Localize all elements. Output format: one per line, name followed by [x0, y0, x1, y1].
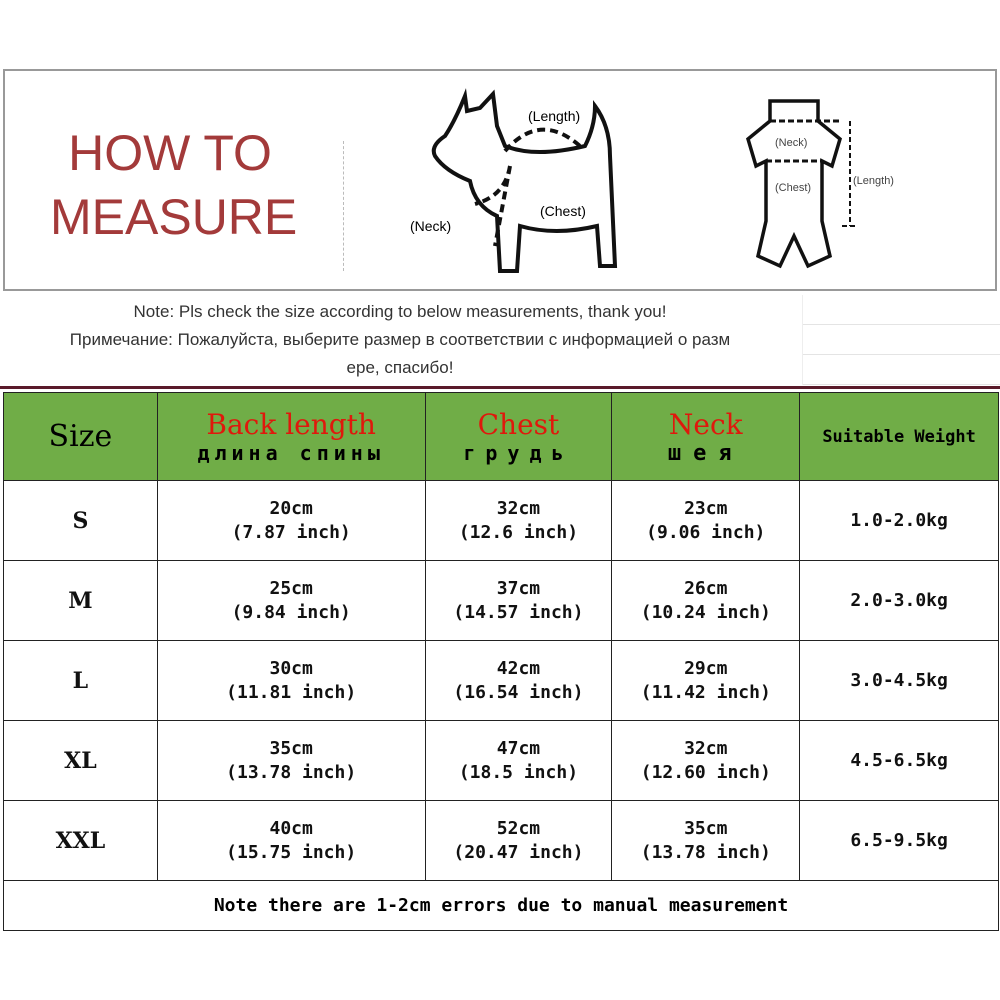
inch: (11.42 inch) [640, 681, 771, 703]
spreadsheet-gridlines [802, 295, 1000, 385]
cm: 35cm [684, 817, 728, 839]
header-weight [800, 393, 999, 481]
size-cell: M [4, 561, 158, 641]
chest-cell [425, 801, 612, 881]
inch: (20.47 inch) [453, 841, 584, 863]
cm: 52cm [496, 817, 541, 839]
how-to-measure-panel [3, 69, 997, 291]
table-row [4, 561, 999, 641]
back-length-ru-label: длина спины [197, 441, 385, 465]
weight-cell: 4.5-6.5kg [800, 721, 999, 801]
chest-cell [425, 721, 612, 801]
back-length-cell [157, 721, 425, 801]
title-line-2: MEASURE [50, 189, 298, 245]
chest-ru-label: грудь [463, 441, 574, 465]
neck-cell [612, 721, 800, 801]
inch: (9.84 inch) [231, 601, 351, 623]
note-english: Note: Pls check the size according to below measurements, thank you! [133, 302, 667, 321]
inch: (7.87 inch) [231, 521, 351, 543]
cm: 29cm [684, 657, 728, 679]
header-neck [612, 393, 800, 481]
cm: 32cm [496, 497, 541, 519]
header-chest [425, 393, 612, 481]
size-cell: XXL [4, 801, 158, 881]
title-line-1: HOW TO [68, 125, 272, 181]
table-row [4, 481, 999, 561]
how-to-measure-title [50, 121, 298, 249]
size-cell: S [4, 481, 158, 561]
cm: 23cm [684, 497, 728, 519]
inch: (12.60 inch) [640, 761, 771, 783]
back-length-cell [157, 801, 425, 881]
weight-header-label: Suitable Weight [822, 426, 976, 447]
back-length-cell [157, 561, 425, 641]
inch: (16.54 inch) [453, 681, 584, 703]
neck-ru-label: шея [667, 440, 744, 466]
weight-cell: 2.0-3.0kg [800, 561, 999, 641]
cm: 32cm [684, 737, 728, 759]
header-back-length [157, 393, 425, 481]
back-length-cell [157, 641, 425, 721]
measurement-error-note: Note there are 1-2cm errors due to manual measurement [4, 881, 999, 931]
inch: (10.24 inch) [640, 601, 771, 623]
chest-cell [425, 561, 612, 641]
dog-chest-label: (Chest) [540, 203, 586, 219]
cm: 37cm [496, 577, 541, 599]
dog-neck-label: (Neck) [410, 218, 452, 234]
weight-cell: 1.0-2.0kg [800, 481, 999, 561]
weight-cell: 3.0-4.5kg [800, 641, 999, 721]
inch: (13.78 inch) [640, 841, 771, 863]
neck-cell [612, 641, 800, 721]
size-header-label: Size [48, 419, 113, 454]
size-cell: XL [4, 721, 158, 801]
table-row [4, 721, 999, 801]
cm: 40cm [269, 817, 313, 839]
back-length-cell [157, 481, 425, 561]
garment-diagram-icon [730, 91, 930, 281]
size-cell: L [4, 641, 158, 721]
divider [343, 141, 344, 271]
inch: (11.81 inch) [226, 681, 357, 703]
neck-cell [612, 481, 800, 561]
footer-row [4, 881, 999, 931]
table-row [4, 801, 999, 881]
cm: 25cm [269, 577, 313, 599]
chest-label: Chest [477, 408, 560, 441]
size-table [3, 392, 999, 931]
cm: 20cm [269, 497, 313, 519]
weight-cell: 6.5-9.5kg [800, 801, 999, 881]
table-row [4, 641, 999, 721]
garment-length-label: (Length) [853, 175, 894, 187]
cm: 35cm [269, 737, 313, 759]
garment-chest-label: (Chest) [775, 182, 812, 194]
neck-cell [612, 561, 800, 641]
back-length-label: Back length [206, 408, 376, 441]
garment-neck-label: (Neck) [775, 137, 808, 149]
header-size [4, 393, 158, 481]
neck-label: Neck [668, 407, 743, 441]
inch: (9.06 inch) [646, 521, 766, 543]
dog-diagram-icon [405, 86, 665, 286]
cm: 47cm [496, 737, 541, 759]
note-russian-line-1: Примечание: Пожалуйста, выберите размер в соответствии с информацией о разм [69, 330, 731, 349]
neck-cell [612, 801, 800, 881]
dog-length-label: (Length) [528, 108, 581, 124]
chest-cell [425, 481, 612, 561]
inch: (13.78 inch) [226, 761, 357, 783]
header-row [4, 393, 999, 481]
chest-cell [425, 641, 612, 721]
divider-line [0, 386, 1000, 389]
inch: (18.5 inch) [458, 761, 579, 783]
inch: (15.75 inch) [226, 841, 357, 863]
inch: (14.57 inch) [453, 601, 584, 623]
notes [0, 298, 800, 382]
cm: 26cm [684, 577, 728, 599]
cm: 30cm [269, 657, 313, 679]
inch: (12.6 inch) [458, 521, 579, 543]
cm: 42cm [496, 657, 541, 679]
note-russian-line-2: ере, спасибо! [346, 358, 454, 377]
